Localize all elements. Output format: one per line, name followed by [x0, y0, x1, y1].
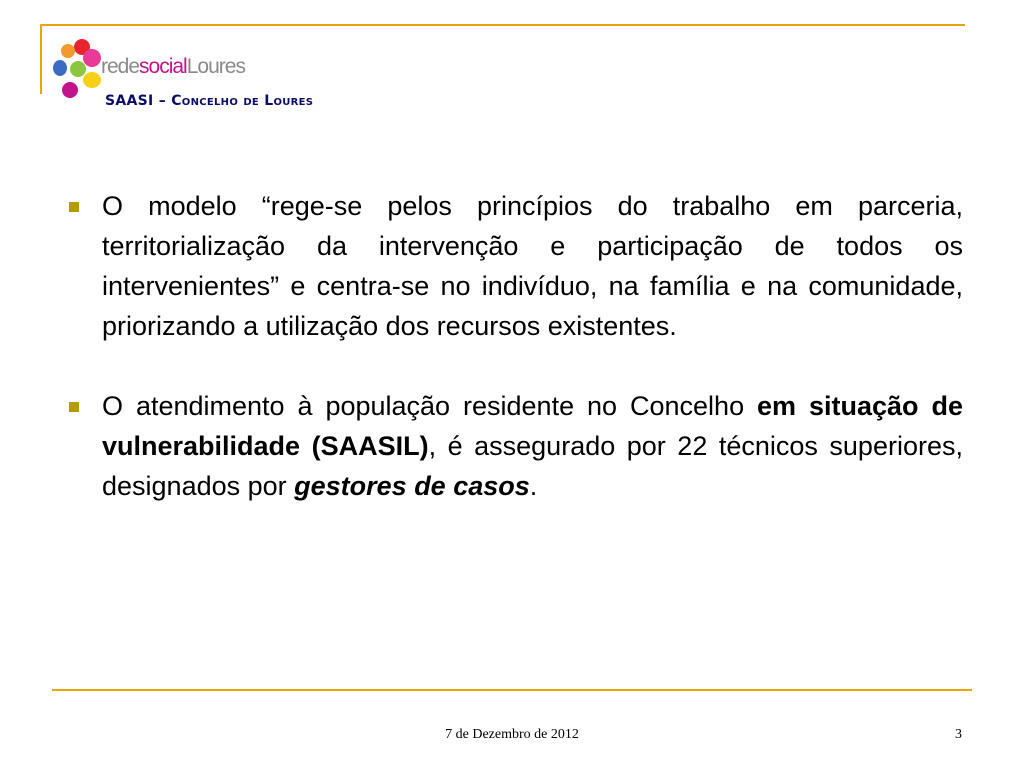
bullet-text-segment: . — [529, 471, 538, 501]
slide-content — [60, 186, 963, 546]
bullet-text: O modelo “rege-se pelos princípios do trabalho em parceria, territorialização da intervenção e participação de todos os intervenientes” e centra-se no indivíduo, na família e na comunidade, priorizando a utilização dos recursos existentes. — [102, 191, 963, 341]
bullet-square-icon — [69, 202, 79, 212]
bullet-square-icon — [69, 402, 79, 412]
bullet-text-bold: em situação de vulnerabilidade (SAASIL) — [102, 391, 963, 461]
top-border-line — [40, 24, 965, 26]
footer-date: 7 de Dezembro de 2012 — [445, 727, 579, 742]
bullet-text-segment: O atendimento à população residente no Concelho — [102, 391, 758, 421]
header-subtitle: SAASI – Concelho de Loures — [105, 93, 314, 109]
left-border-line — [40, 24, 42, 94]
bullet-text-segment: , é assegurado por 22 técnicos superiores, designados por — [102, 431, 963, 501]
footer-divider — [52, 689, 972, 691]
bullet-text-bold-italic: gestores de casos — [294, 471, 530, 501]
bullet-item-model — [60, 186, 963, 346]
logo-wordmark: redesocialLoures — [101, 55, 245, 78]
page-number: 3 — [955, 727, 962, 742]
bullet-item-attendance — [60, 386, 963, 506]
